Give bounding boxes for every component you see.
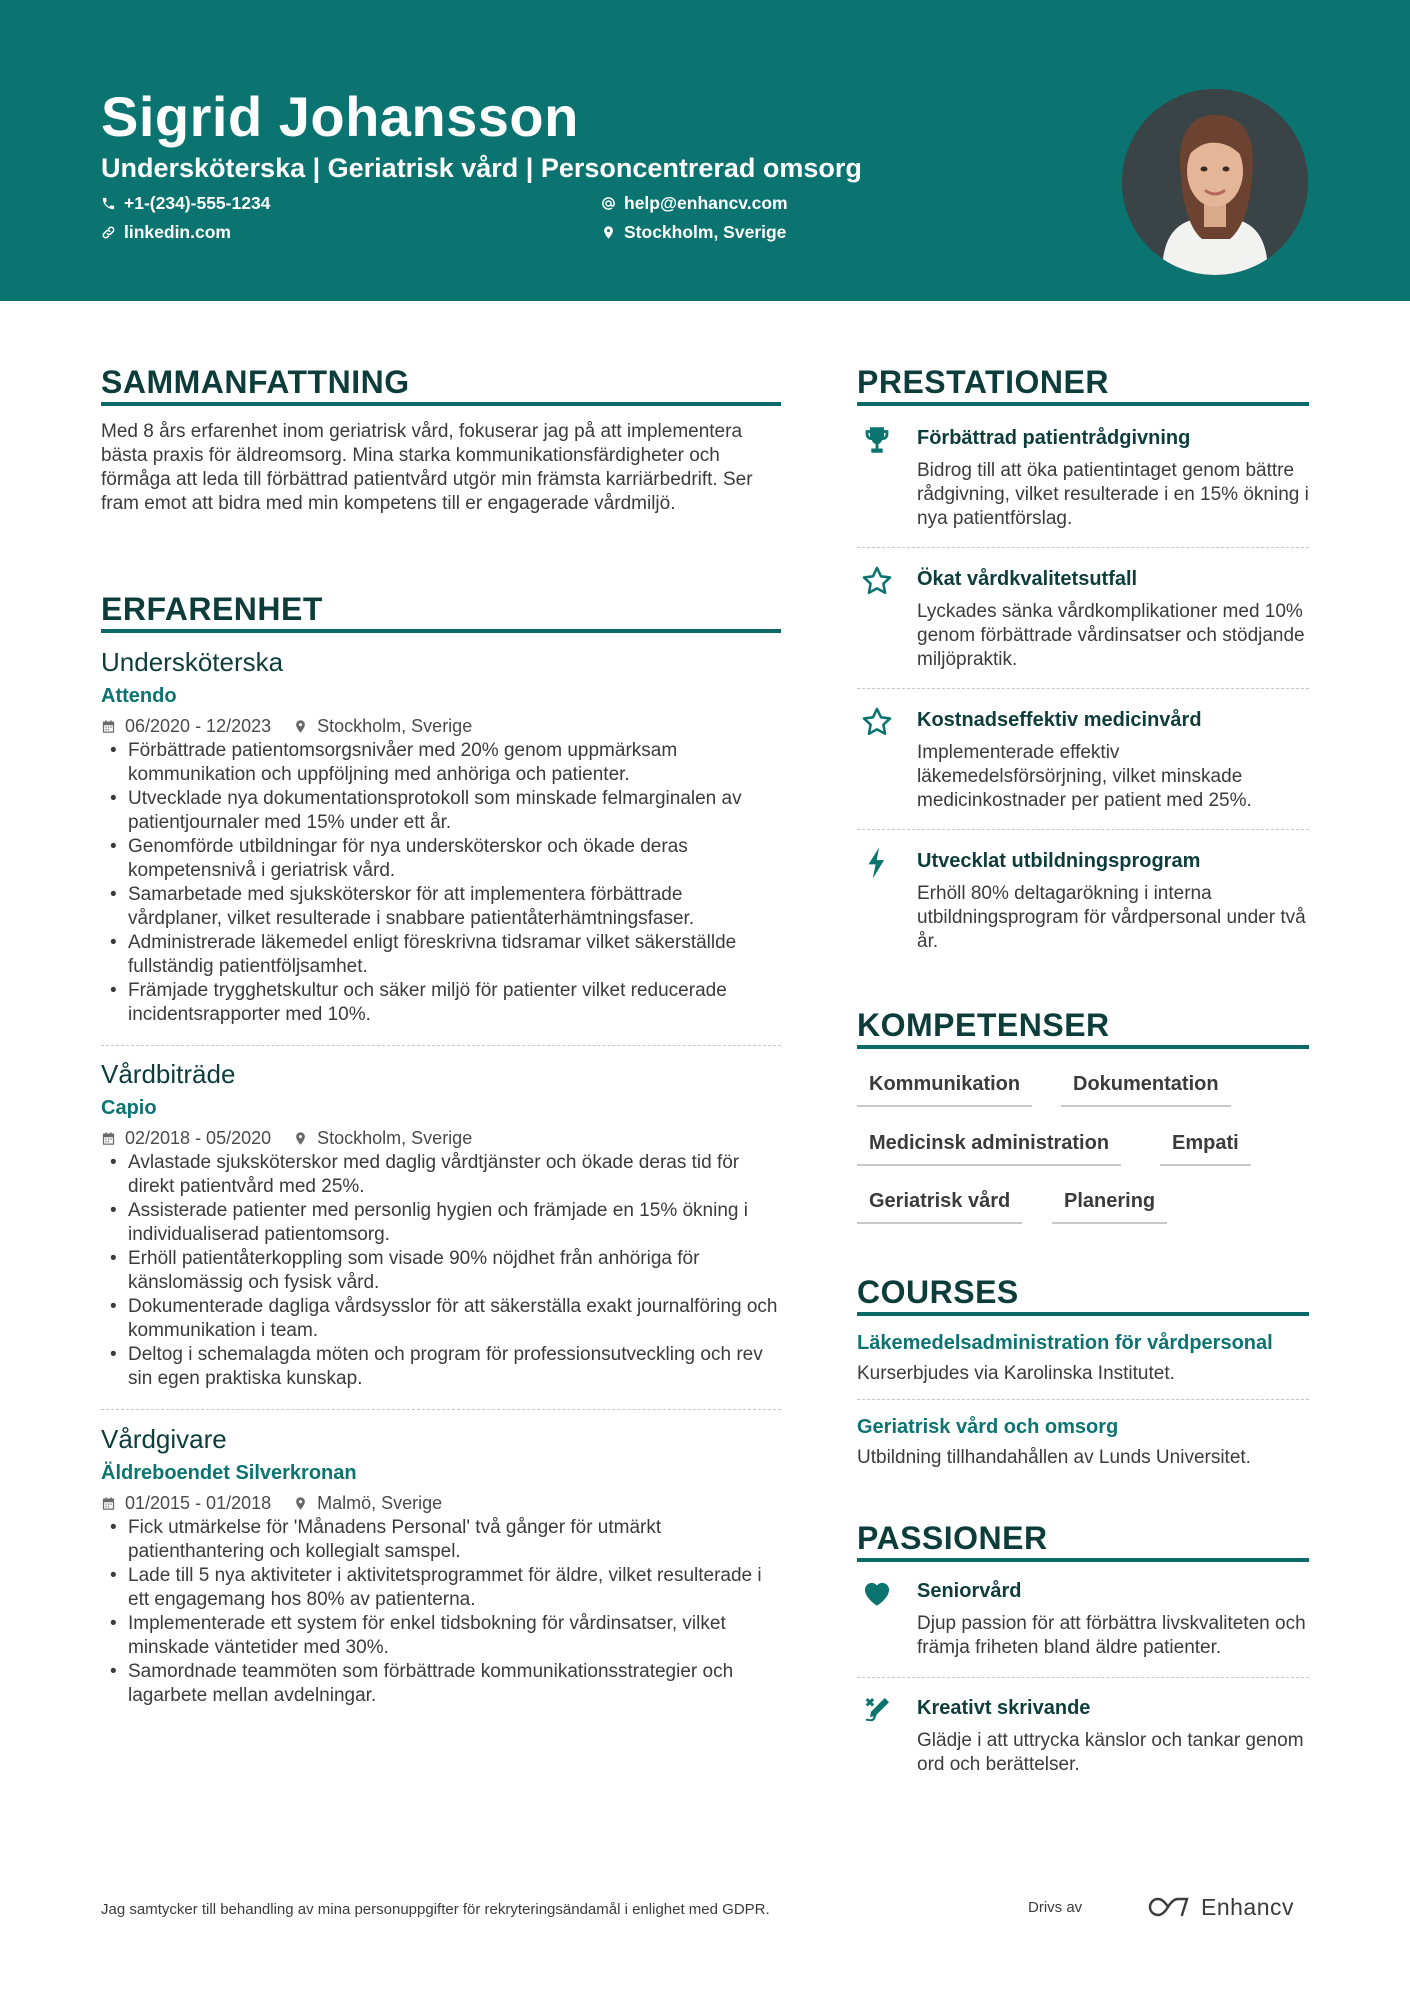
job-separator	[101, 1045, 781, 1046]
skill-tag: Medicinsk administration	[857, 1130, 1121, 1166]
courses-divider	[857, 1312, 1309, 1316]
company-name: Äldreboendet Silverkronan	[101, 1462, 357, 1484]
skill-tag: Dokumentation	[1061, 1071, 1231, 1107]
job-dates	[101, 1127, 271, 1149]
star-icon	[857, 564, 897, 600]
contact-phone[interactable]	[101, 192, 270, 214]
job-entry	[101, 1057, 781, 1391]
link-icon	[101, 225, 116, 240]
job-dates-text: 06/2020 - 12/2023	[125, 716, 272, 736]
skill-tag: Planering	[1052, 1188, 1167, 1224]
job-bullet: • Implementerade ett system för enkel tidsbokning för vårdinsatser, vilket minskade väntetider med 30%.	[101, 1612, 781, 1660]
achievement-desc: Bidrog till att öka patientintaget genom bättre rådgivning, vilket resulterade i en 15% ökning i nya patientförslag.	[917, 460, 1309, 529]
company-name: Capio	[101, 1097, 157, 1119]
pen-icon	[857, 1693, 897, 1729]
skills-divider	[857, 1045, 1309, 1049]
passion-title: Kreativt skrivande	[917, 1697, 1091, 1719]
summary-divider	[101, 402, 781, 406]
location-text: Stockholm, Sverige	[624, 222, 787, 242]
skill-tag: Geriatrisk vård	[857, 1188, 1022, 1224]
at-icon	[601, 196, 616, 211]
course-desc: Utbildning tillhandahållen av Lunds Universitet.	[857, 1447, 1251, 1468]
achievement-separator	[857, 688, 1309, 689]
calendar-icon	[101, 1131, 116, 1146]
job-bullets	[101, 1151, 781, 1391]
job-location-text: Stockholm, Sverige	[317, 1128, 473, 1148]
brand-name: Enhancv	[1201, 1894, 1295, 1920]
contact-linkedin[interactable]	[101, 221, 231, 243]
job-bullet: • Administrerade läkemedel enligt föreskrivna tidsramar vilket säkerställde fullständig patientföljsamhet.	[101, 931, 781, 979]
job-title: Vårdgivare	[101, 1424, 227, 1454]
calendar-icon	[101, 1496, 116, 1511]
job-dates-text: 02/2018 - 05/2020	[125, 1128, 272, 1148]
summary-text: Med 8 års erfarenhet inom geriatrisk vård, fokuserar jag på att implementera bästa praxis för äldreomsorg. Mina starka kommunikationsfärdigheter och förmåga att leda till förbättrad patientvård utgör min främsta karriärbedrift. Ser fram emot att bidra med min kompetens till er engagerade vårdmiljö.	[101, 421, 753, 514]
job-meta	[101, 715, 781, 737]
passions-divider	[857, 1558, 1309, 1562]
skill-tag: Empati	[1160, 1130, 1251, 1166]
passions-heading: PASSIONER	[857, 1520, 1048, 1556]
experience-divider	[101, 629, 781, 633]
passion-title: Seniorvård	[917, 1580, 1022, 1602]
passion-separator	[857, 1677, 1309, 1678]
course-title: Läkemedelsadministration för vårdpersonal	[857, 1332, 1273, 1354]
skills-heading: KOMPETENSER	[857, 1007, 1110, 1043]
job-bullet: • Genomförde utbildningar för nya undersköterskor och ökade deras kompetensnivå i geriatrisk vård.	[101, 835, 781, 883]
job-location	[293, 1492, 442, 1514]
achievement-separator	[857, 829, 1309, 830]
enhancv-logo[interactable]	[1147, 1893, 1294, 1921]
achievement-title: Utvecklat utbildningsprogram	[917, 850, 1201, 872]
course-separator	[857, 1399, 1309, 1400]
job-entry	[101, 645, 781, 1027]
job-location-text: Stockholm, Sverige	[317, 716, 473, 736]
contact-location	[601, 221, 786, 243]
phone-icon	[101, 196, 116, 211]
job-bullet: • Erhöll patientåterkoppling som visade 90% nöjdhet från anhöriga för känslomässig och fysisk vård.	[101, 1247, 781, 1295]
job-bullet: • Samordnade teammöten som förbättrade kommunikationsstrategier och lagarbete mellan avdelningar.	[101, 1660, 781, 1708]
achievement-separator	[857, 547, 1309, 548]
job-bullet: • Deltog i schemalagda möten och program för professionsutveckling och rev sin egen praktiska kunskap.	[101, 1343, 781, 1391]
skill-tag: Kommunikation	[857, 1071, 1032, 1107]
job-location-text: Malmö, Sverige	[317, 1493, 443, 1513]
job-title: Vårdbiträde	[101, 1059, 236, 1089]
job-bullets	[101, 739, 781, 1027]
linkedin-text: linkedin.com	[124, 222, 231, 242]
phone-text: +1-(234)-555-1234	[124, 193, 271, 213]
bolt-icon	[857, 846, 897, 882]
job-meta	[101, 1492, 781, 1514]
email-text: help@enhancv.com	[624, 193, 788, 213]
header	[0, 0, 1410, 301]
job-bullets	[101, 1516, 781, 1708]
job-entry	[101, 1422, 781, 1708]
job-bullet: • Dokumenterade dagliga vårdsysslor för att säkerställa exakt journalföring och kommunikation i team.	[101, 1295, 781, 1343]
job-bullet: • Assisterade patienter med personlig hygien och främjade en 15% ökning i individualiserad patientomsorg.	[101, 1199, 781, 1247]
experience-heading: ERFARENHET	[101, 591, 323, 627]
profile-photo	[1122, 89, 1308, 275]
job-bullet: • Samarbetade med sjuksköterskor för att implementera förbättrade vårdplaner, vilket resulterade i snabbare patientåterhämtningsfaser.	[101, 883, 781, 931]
achievement-title: Förbättrad patientrådgivning	[917, 427, 1191, 449]
passion-desc: Djup passion för att förbättra livskvaliteten och främja friheten bland äldre patienter.	[917, 1613, 1306, 1658]
infinity-logo-icon	[1147, 1895, 1193, 1919]
calendar-icon	[101, 719, 116, 734]
job-bullet: • Lade till 5 nya aktiviteter i aktivitetsprogrammet för äldre, vilket resulterade i ett engagemang hos 80% av patienterna.	[101, 1564, 781, 1612]
candidate-name: Sigrid Johansson	[101, 85, 579, 148]
location-pin-icon	[293, 719, 308, 734]
job-bullet: • Förbättrade patientomsorgsnivåer med 20% genom uppmärksam kommunikation och uppföljning med anhöriga och patienter.	[101, 739, 781, 787]
achievements-heading: PRESTATIONER	[857, 364, 1109, 400]
location-pin-icon	[601, 225, 616, 240]
achievement-desc: Implementerade effektiv läkemedelsförsörjning, vilket minskade medicinkostnader per patient med 25%.	[917, 742, 1252, 811]
job-bullet: • Främjade trygghetskultur och säker miljö för patienter vilket reducerade incidentsrapporter med 10%.	[101, 979, 781, 1027]
job-dates	[101, 1492, 271, 1514]
contact-email[interactable]	[601, 192, 788, 214]
job-location	[293, 1127, 472, 1149]
job-dates-text: 01/2015 - 01/2018	[125, 1493, 272, 1513]
summary-heading: SAMMANFATTNING	[101, 364, 410, 400]
passion-desc: Glädje i att uttrycka känslor och tankar genom ord och berättelser.	[917, 1730, 1304, 1775]
trophy-icon	[857, 423, 897, 459]
achievement-title: Ökat vårdkvalitetsutfall	[917, 568, 1138, 590]
job-bullet: • Utvecklade nya dokumentationsprotokoll som minskade felmarginalen av patientjournaler med 15% under ett år.	[101, 787, 781, 835]
job-dates	[101, 715, 271, 737]
job-bullet: • Fick utmärkelse för 'Månadens Personal' två gånger för utmärkt patienthantering och kollegialt samspel.	[101, 1516, 781, 1564]
gdpr-consent: Jag samtycker till behandling av mina personuppgifter för rekryteringsändamål i enlighet med GDPR.	[101, 1901, 770, 1918]
powered-by-label: Drivs av	[1028, 1899, 1083, 1916]
course-title: Geriatrisk vård och omsorg	[857, 1416, 1119, 1438]
job-title: Undersköterska	[101, 647, 284, 677]
job-separator	[101, 1409, 781, 1410]
star-icon	[857, 705, 897, 741]
job-bullet: • Avlastade sjuksköterskor med daglig vårdtjänster och ökade deras tid för direkt patientvård med 25%.	[101, 1151, 781, 1199]
achievements-divider	[857, 402, 1309, 406]
company-name: Attendo	[101, 685, 177, 707]
achievement-desc: Lyckades sänka vårdkomplikationer med 10% genom förbättrade vårdinsatser och stödjande miljöpraktik.	[917, 601, 1305, 670]
course-desc: Kurserbjudes via Karolinska Institutet.	[857, 1363, 1175, 1384]
job-meta	[101, 1127, 781, 1149]
achievement-desc: Erhöll 80% deltagarökning i interna utbildningsprogram för vårdpersonal under två år.	[917, 883, 1306, 952]
location-pin-icon	[293, 1496, 308, 1511]
headline: Undersköterska | Geriatrisk vård | Personcentrerad omsorg	[101, 153, 862, 183]
courses-heading: COURSES	[857, 1274, 1019, 1310]
achievement-title: Kostnadseffektiv medicinvård	[917, 709, 1202, 731]
job-location	[293, 715, 472, 737]
location-pin-icon	[293, 1131, 308, 1146]
heart-icon	[857, 1576, 897, 1612]
